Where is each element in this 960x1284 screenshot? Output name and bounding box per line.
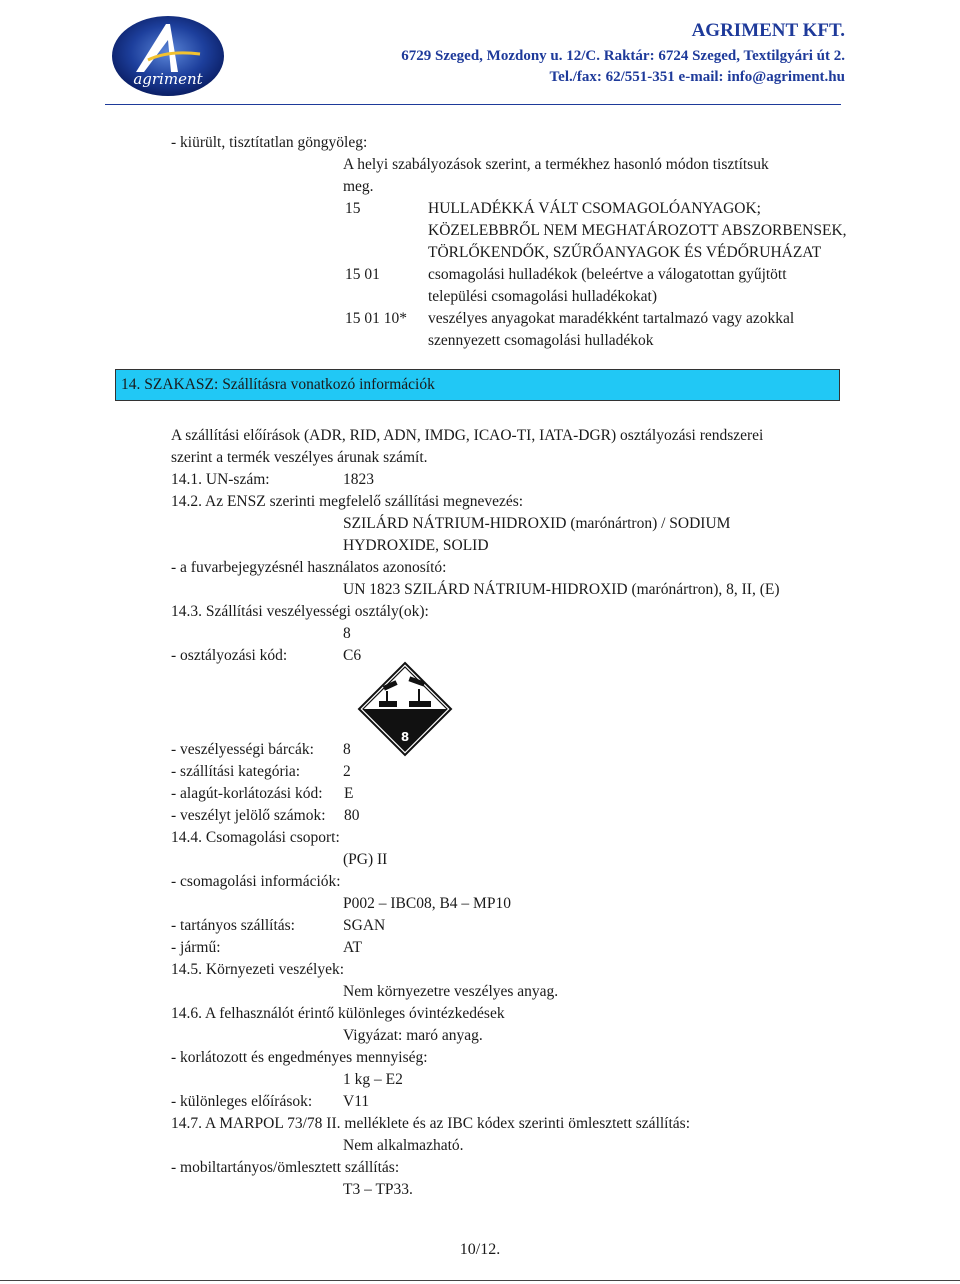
corrosive-class8-pictogram-icon	[357, 661, 453, 762]
user-precautions-value: Vigyázat: maró anyag.	[343, 1027, 483, 1044]
transport-intro-line2: szerint a termék veszélyes árunak számít.	[171, 449, 428, 466]
hazard-class-value: 8	[343, 625, 351, 642]
waste-code-description: TÖRLŐKENDŐK, SZŰRŐANYAGOK ÉS VÉDŐRUHÁZAT	[428, 244, 822, 261]
waste-code: 15 01	[345, 266, 380, 283]
company-logo	[108, 10, 228, 98]
limited-quantity-label: - korlátozott és engedményes mennyiség:	[171, 1049, 428, 1066]
document-id-value: UN 1823 SZILÁRD NÁTRIUM-HIDROXID (marónártron), 8, II, (E)	[343, 581, 780, 598]
un-number-label: 14.1. UN-szám:	[171, 471, 270, 488]
tunnel-code-value: E	[344, 785, 354, 802]
hazard-number-label: - veszélyt jelölő számok:	[171, 807, 326, 824]
marpol-value: Nem alkalmazható.	[343, 1137, 464, 1154]
waste-code-description: veszélyes anyagokat maradékként tartalmazó vagy azokkal	[428, 310, 795, 327]
footer-rule	[0, 1280, 960, 1281]
cleaning-instruction-line2: meg.	[343, 178, 374, 195]
waste-code-description: szennyezett csomagolási hulladékok	[428, 332, 654, 349]
waste-code-description: csomagolási hulladékok (beleértve a válogatottan gyűjtött	[428, 266, 787, 283]
bulk-transport-label: - mobiltartányos/ömlesztett szállítás:	[171, 1159, 400, 1176]
waste-code-description: települési csomagolási hulladékokat)	[428, 288, 657, 305]
transport-category-value: 2	[343, 763, 351, 780]
shipping-name-label: 14.2. Az ENSZ szerinti megfelelő szállítási megnevezés:	[171, 493, 524, 510]
company-contact: Tel./fax: 62/551-351 e-mail: info@agriment.hu	[549, 69, 845, 85]
danger-label-value: 8	[343, 741, 351, 758]
user-precautions-label: 14.6. A felhasználót érintő különleges óvintézkedések	[171, 1005, 505, 1022]
company-address: 6729 Szeged, Mozdony u. 12/C. Raktár: 6724 Szeged, Textilgyári út 2.	[401, 48, 845, 64]
section-title: 14. SZAKASZ: Szállításra vonatkozó információk	[121, 376, 435, 393]
header-rule	[105, 104, 841, 105]
un-number-value: 1823	[343, 471, 374, 488]
environmental-hazard-value: Nem környezetre veszélyes anyag.	[343, 983, 559, 1000]
marpol-label: 14.7. A MARPOL 73/78 II. melléklete és az IBC kódex szerinti ömlesztett szállítás:	[171, 1115, 691, 1132]
transport-category-label: - szállítási kategória:	[171, 763, 301, 780]
packing-group-value: (PG) II	[343, 851, 388, 868]
container-label: - kiürült, tisztítatlan göngyöleg:	[171, 134, 368, 151]
limited-quantity-value: 1 kg – E2	[343, 1071, 403, 1088]
bulk-transport-value: T3 – TP33.	[343, 1181, 413, 1198]
packing-group-label: 14.4. Csomagolási csoport:	[171, 829, 340, 846]
shipping-name-value-line1: SZILÁRD NÁTRIUM-HIDROXID (marónártron) / SODIUM	[343, 515, 731, 532]
special-provisions-value: V11	[343, 1093, 370, 1110]
packing-info-value: P002 – IBC08, B4 – MP10	[343, 895, 511, 912]
svg-text:8: 8	[400, 730, 410, 744]
vehicle-label: - jármű:	[171, 939, 221, 956]
special-provisions-label: - különleges előírások:	[171, 1093, 313, 1110]
danger-label-label: - veszélyességi bárcák:	[171, 741, 314, 758]
waste-code-description: HULLADÉKKÁ VÁLT CSOMAGOLÓANYAGOK;	[428, 200, 761, 217]
classification-code-value: C6	[343, 647, 362, 664]
waste-code: 15	[345, 200, 361, 217]
hazard-class-label: 14.3. Szállítási veszélyességi osztály(ok):	[171, 603, 429, 620]
waste-code: 15 01 10*	[345, 310, 407, 327]
section-14-header	[115, 369, 840, 401]
document-id-label: - a fuvarbejegyzésnél használatos azonosító:	[171, 559, 447, 576]
hazard-number-value: 80	[344, 807, 360, 824]
packing-info-label: - csomagolási információk:	[171, 873, 341, 890]
transport-intro-line1: A szállítási előírások (ADR, RID, ADN, IMDG, ICAO-TI, IATA-DGR) osztályozási rendszerei	[171, 427, 764, 444]
tank-transport-label: - tartányos szállítás:	[171, 917, 295, 934]
cleaning-instruction-line1: A helyi szabályozások szerint, a termékhez hasonló módon tisztítsuk	[343, 156, 769, 173]
waste-code-description: KÖZELEBBRŐL NEM MEGHATÁROZOTT ABSZORBENSEK,	[428, 222, 847, 239]
environmental-hazard-label: 14.5. Környezeti veszélyek:	[171, 961, 345, 978]
svg-text:agriment: agriment	[133, 70, 203, 88]
page-number: 10/12.	[459, 1241, 501, 1258]
shipping-name-value-line2: HYDROXIDE, SOLID	[343, 537, 489, 554]
tunnel-code-label: - alagút-korlátozási kód:	[171, 785, 323, 802]
vehicle-value: AT	[343, 939, 362, 956]
tank-transport-value: SGAN	[343, 917, 386, 934]
classification-code-label: - osztályozási kód:	[171, 647, 288, 664]
company-name: AGRIMENT KFT.	[691, 20, 845, 41]
